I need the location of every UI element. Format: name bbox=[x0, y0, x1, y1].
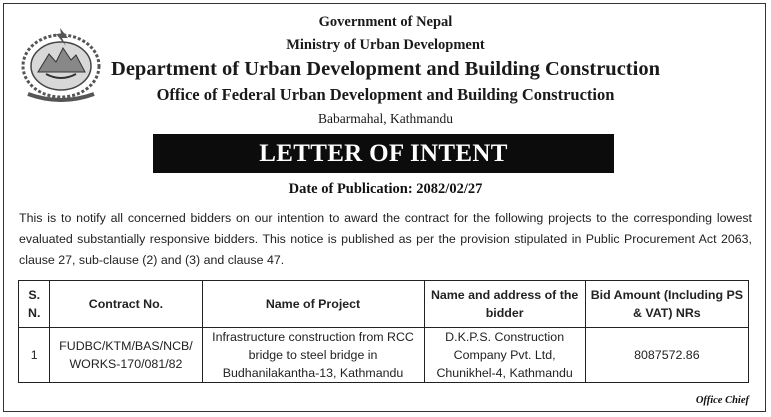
col-bidder-header: Name and address of the bidder bbox=[424, 281, 585, 328]
notice-body: This is to notify all concerned bidders on our intention to award the contract for the following projects to the corresponding lowest evaluated substantially responsive bidders. This notice is published as per the provision stipulated in Public Procurement Act 2063, clause 27, sub-clause (2) and (3) and clause 47. bbox=[19, 211, 752, 267]
col-project-header: Name of Project bbox=[202, 281, 424, 328]
cell-project: Infrastructure construction from RCC bridge to steel bridge in Budhanilakantha-13, Kathmandu bbox=[202, 328, 424, 383]
location-line: Babarmahal, Kathmandu bbox=[318, 111, 453, 126]
letter-of-intent-banner: LETTER OF INTENT bbox=[153, 134, 614, 173]
col-contract-header: Contract No. bbox=[50, 281, 202, 328]
col-amount-header: Bid Amount (Including PS & VAT) NRs bbox=[585, 281, 748, 328]
department-line: Department of Urban Development and Building Construction bbox=[111, 58, 660, 80]
ministry-line: Ministry of Urban Development bbox=[286, 37, 485, 53]
cell-amount: 8087572.86 bbox=[585, 328, 748, 383]
table-header-row bbox=[19, 281, 749, 328]
table-row bbox=[19, 328, 749, 383]
publication-date: Date of Publication: 2082/02/27 bbox=[288, 181, 483, 197]
cell-bidder: D.K.P.S. Construction Company Pvt. Ltd, Chunikhel-4, Kathmandu bbox=[424, 328, 585, 383]
award-table bbox=[18, 280, 749, 383]
signature-office-chief: Office Chief bbox=[695, 395, 749, 406]
office-line: Office of Federal Urban Development and Building Construction bbox=[156, 85, 615, 104]
cell-sn: 1 bbox=[19, 328, 50, 383]
col-sn-header: S. N. bbox=[19, 281, 50, 328]
government-line: Government of Nepal bbox=[318, 14, 453, 30]
cell-contract-no: FUDBC/KTM/BAS/NCB/ WORKS-170/081/82 bbox=[50, 328, 202, 383]
